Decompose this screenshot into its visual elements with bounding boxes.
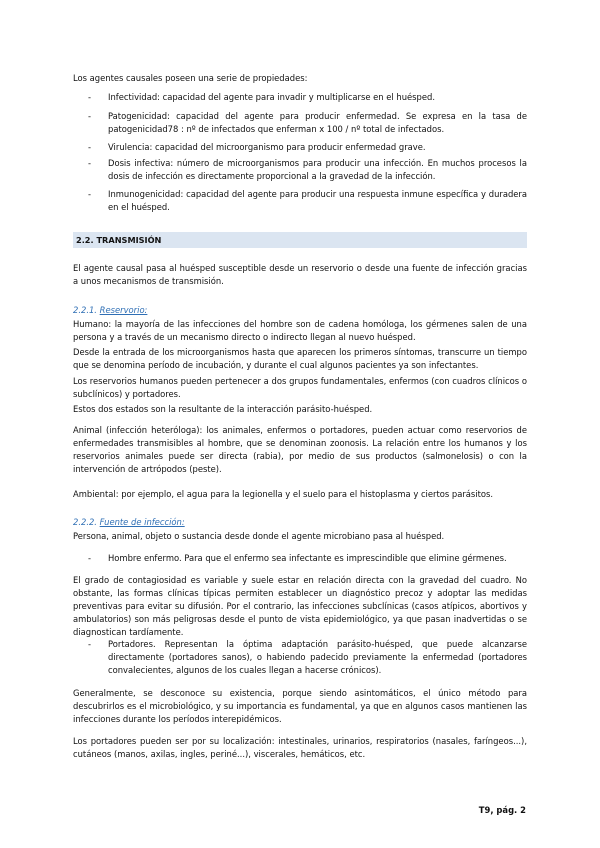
list-item: - Patogenicidad: capacidad del agente para producir enfermedad. Se expresa en la tasa de patogenicidad78 : nº de infectados que enferman x 100 / nº total de infectados.: [88, 111, 527, 134]
list-item: - Virulencia: capacidad del microorganismo para producir enfermedad grave.: [88, 142, 426, 152]
list-item: - Dosis infectiva: número de microorganismos para producir una infección. En muchos procesos la dosis de infección es directamente proporcional a la gravedad de la infección.: [88, 158, 527, 181]
list-item: - Hombre enfermo. Para que el enfermo sea infectante es imprescindible que elimine gérmenes.: [88, 553, 507, 563]
subheading-fuente: 2.2.2. Fuente de infección:: [73, 517, 185, 527]
transmission-intro: El agente causal pasa al huésped susceptible desde un reservorio o desde una fuente de infección gracias a unos mecanismos de transmisión.: [73, 263, 527, 286]
subheading-reservorio: 2.2.1. Reservorio:: [73, 305, 148, 315]
reservorio-incubacion: Desde la entrada de los microorganismos hasta que aparecen los primeros síntomas, transcurre un tiempo que se denomina período de incubación, y durante el cual algunos pacientes ya son infectantes.: [73, 347, 527, 370]
contagiosidad-text: El grado de contagiosidad es variable y suele estar en relación directa con la gravedad del cuadro. No obstante, las formas clínicas típicas permiten establecer un diagnóstico precoz y adoptar las medidas preventivas para evitar su difusión. Por el contrario, las infecciones subclínicas (casos atípicos, abortivos y ambulatorios) son más peligrosas desde el punto de vista epidemiológico, ya que pasan inadvertidas o se diagnostican tardíamente.: [73, 575, 527, 637]
intro-text: Los agentes causales poseen una serie de propiedades:: [73, 73, 308, 83]
reservorio-estados: Estos dos estados son la resultante de la interacción parásito-huésped.: [73, 404, 373, 414]
list-item: - Infectividad: capacidad del agente para invadir y multiplicarse en el huésped.: [88, 92, 435, 102]
reservorio-ambiental: Ambiental: por ejemplo, el agua para la legionella y el suelo para el histoplasma y ciertos parásitos.: [73, 489, 494, 499]
localizacion-text: Los portadores pueden ser por su localización: intestinales, urinarios, respiratorios (nasales, faríngeos...), cutáneos (manos, axilas, ingles, periné...), viscerales, hemáticos, etc.: [73, 736, 527, 759]
generalmente-text: Generalmente, se desconoce su existencia, porque siendo asintomáticos, el único método para descubrirlos es el microbiológico, y su importancia es fundamental, ya que en algunos casos mantienen las infecciones durante los períodos interepidémicos.: [73, 688, 527, 724]
list-item: - Inmunogenicidad: capacidad del agente para producir una respuesta inmune específica y duradera en el huésped.: [88, 189, 527, 212]
section-heading: 2.2. TRANSMISIÓN: [73, 232, 527, 248]
list-item: - Portadores. Representan la óptima adaptación parásito-huésped, que puede alcanzarse directamente (portadores sanos), o habiendo padecido previamente la enfermedad (portadores convalecientes, algunos de los cuales llegan a hacerse crónicos).: [88, 639, 527, 675]
reservorio-animal: Animal (infección heteróloga): los animales, enfermos o portadores, pueden actuar como reservorios de enfermedades transmisibles al hombre, que se denominan zoonosis. La relación entre los humanos y los reservorios animales puede ser directa (rabia), por medio de sus productos (salmonelosis) o con la intervención de artrópodos (peste).: [73, 425, 527, 474]
reservorio-grupos: Los reservorios humanos pueden pertenecer a dos grupos fundamentales, enfermos (con cuadros clínicos o subclínicos) y portadores.: [73, 376, 527, 399]
fuente-intro: Persona, animal, objeto o sustancia desde donde el agente microbiano pasa al huésped.: [73, 531, 445, 541]
reservorio-humano: Humano: la mayoría de las infecciones del hombre son de cadena homóloga, los gérmenes salen de una persona y a través de un mecanismo directo o indirecto llegan al nuevo huésped.: [73, 319, 527, 342]
page-footer: T9, pág. 2: [478, 805, 526, 815]
